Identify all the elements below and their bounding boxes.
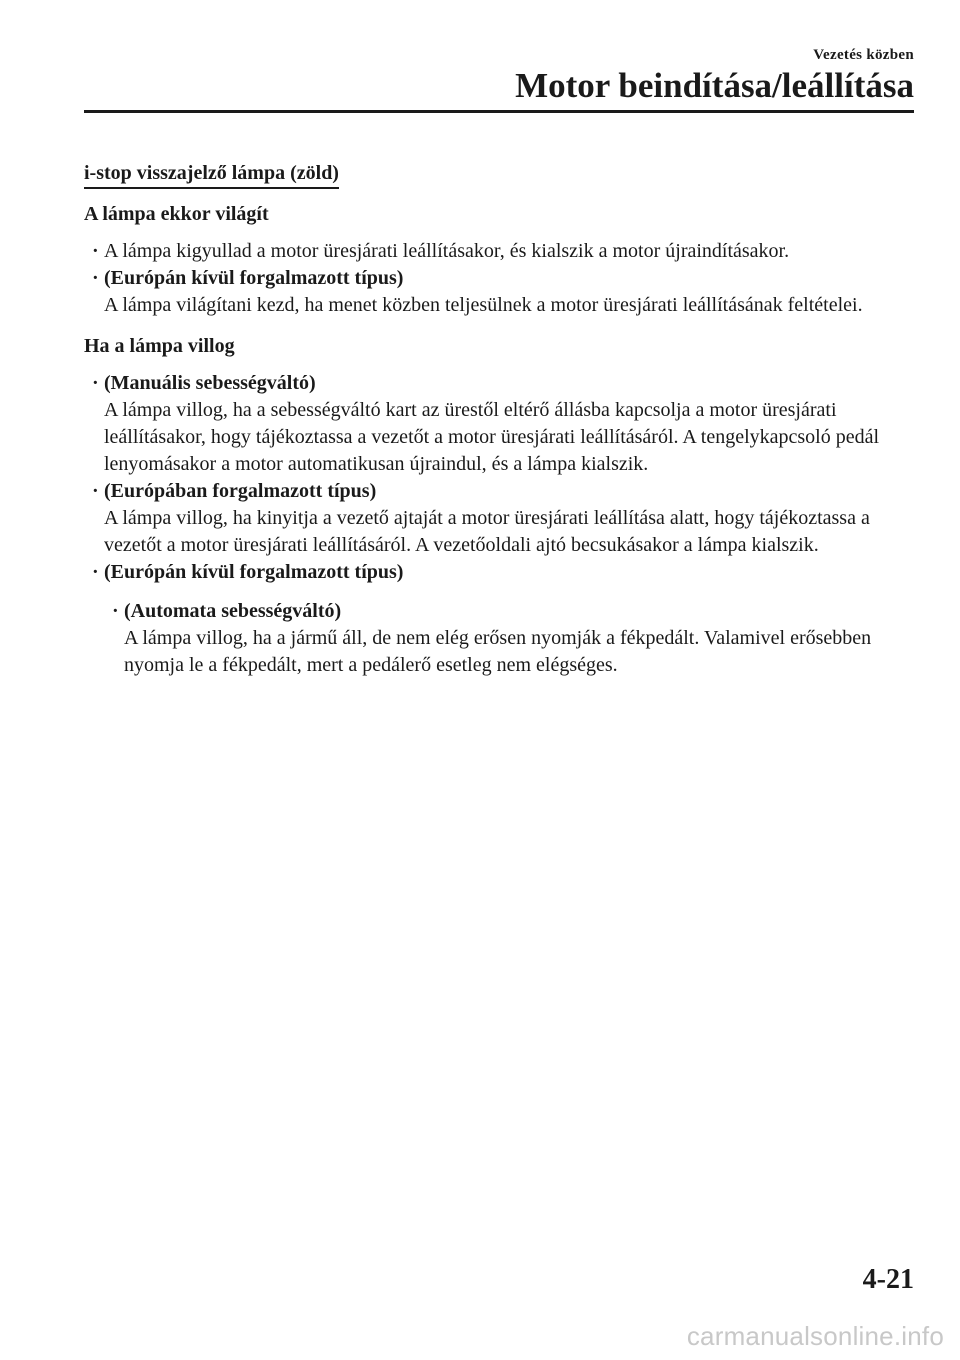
page-header	[515, 46, 914, 106]
list-item	[84, 478, 918, 559]
list-item	[84, 370, 918, 478]
bullet-icon: ·	[92, 561, 99, 583]
list-item-qualifier: (Európán kívül forgalmazott típus)	[104, 561, 404, 583]
list-item-text: A lámpa villog, ha a sebességváltó kart az ürestől eltérő állásba kapcsolja a motor üresjárati leállításakor, hogy tájékoztassa a vezetőt a motor üresjárati leállításáról. A tengelykapcsoló pedál lenyomásakor a motor automatikusan újraindul, és a lámpa kialszik.	[104, 399, 880, 475]
list-item	[84, 265, 918, 319]
list-item-text: A lámpa villog, ha a jármű áll, de nem elég erősen nyomják a fékpedált. Valamivel erősebben nyomja le a fékpedált, mert a pedálerő esetleg nem elégséges.	[124, 627, 872, 676]
list-item-qualifier: (Európán kívül forgalmazott típus)	[104, 267, 404, 289]
watermark: carmanualsonline.info	[686, 1321, 944, 1351]
page-number: 4-21	[862, 1264, 914, 1295]
bullet-icon: ·	[112, 600, 119, 622]
header-divider	[84, 110, 914, 113]
list-item-qualifier: (Automata sebességváltó)	[124, 600, 342, 622]
list-item-text: A lámpa világítani kezd, ha menet közben teljesülnek a motor üresjárati leállításának feltételei.	[104, 294, 863, 316]
list-item	[84, 559, 918, 679]
subheading-when-lit: A lámpa ekkor világít	[84, 203, 269, 225]
list-item-text: A lámpa kigyullad a motor üresjárati leállításakor, és kialszik a motor újraindításakor.	[104, 240, 790, 262]
list-item-qualifier: (Manuális sebességváltó)	[104, 372, 316, 394]
list-item-qualifier: (Európában forgalmazott típus)	[104, 480, 377, 502]
nested-list-item	[104, 598, 918, 679]
list-item	[84, 238, 918, 265]
section-heading: i-stop visszajelző lámpa (zöld)	[84, 160, 339, 189]
chapter-name: Vezetés közben	[813, 47, 914, 63]
main-content	[84, 160, 918, 679]
bullet-icon: ·	[92, 480, 99, 502]
bullet-icon: ·	[92, 240, 99, 262]
bullet-icon: ·	[92, 372, 99, 394]
list-item-text: A lámpa villog, ha kinyitja a vezető ajtaját a motor üresjárati leállítása alatt, hogy tájékoztassa a vezetőt a motor üresjárati leállításáról. A vezetőoldali ajtó becsukásakor a lámpa kialszik.	[104, 507, 870, 556]
page-title: Motor beindítása/leállítása	[515, 66, 914, 105]
bullet-icon: ·	[92, 267, 99, 289]
subheading-when-flashing: Ha a lámpa villog	[84, 335, 235, 357]
